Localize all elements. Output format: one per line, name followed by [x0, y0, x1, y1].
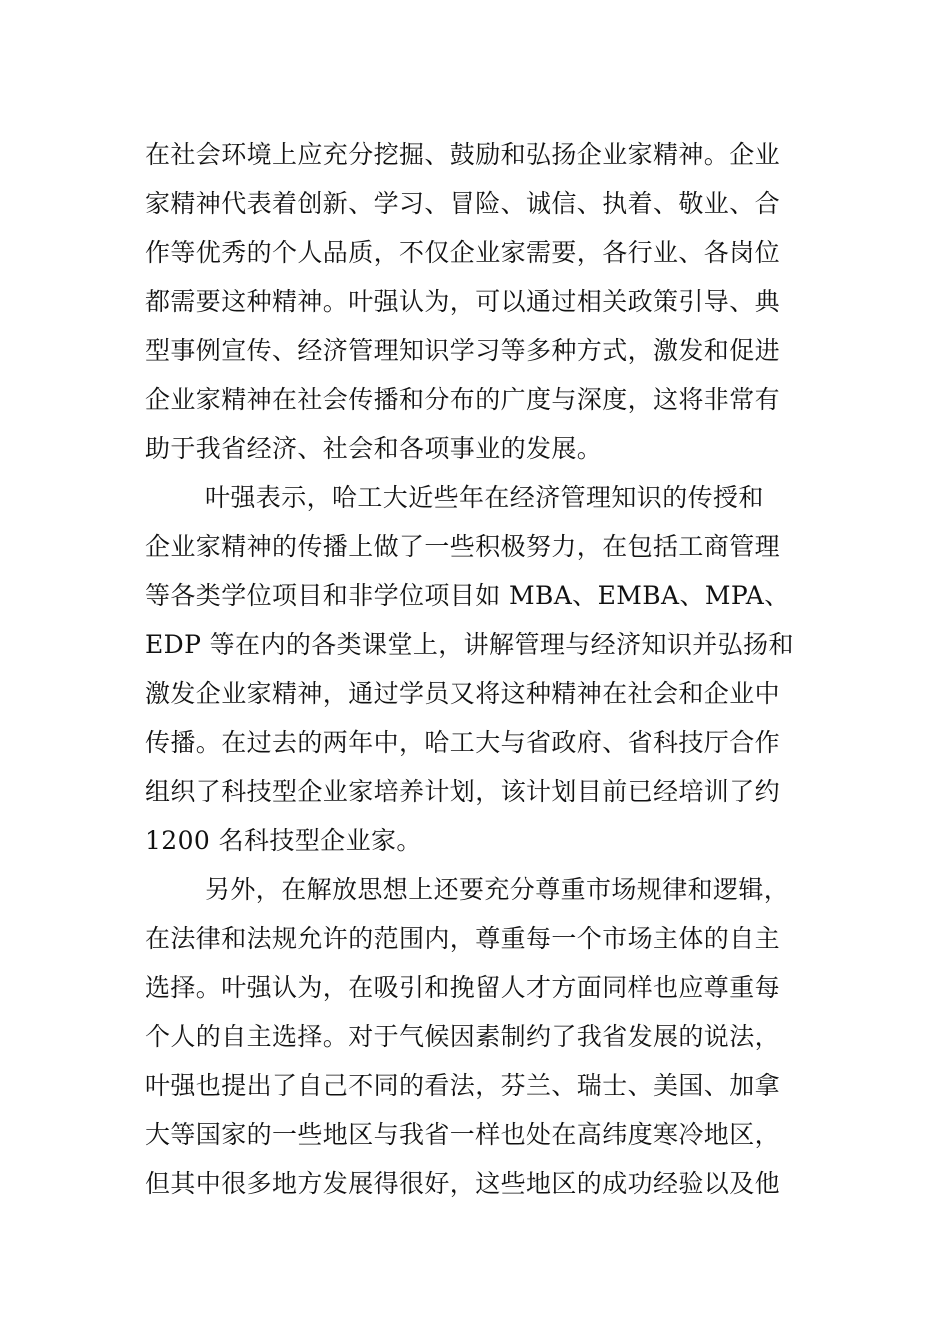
text-line: 大等国家的一些地区与我省一样也处在高纬度寒冷地区，: [145, 1120, 781, 1149]
text-line: 等各类学位项目和非学位项目如 MBA、EMBA、MPA、: [145, 581, 790, 610]
text-line: 企业家精神在社会传播和分布的广度与深度，这将非常有: [145, 385, 781, 414]
text-line: 作等优秀的个人品质，不仅企业家需要，各行业、各岗位: [145, 238, 781, 267]
text-line: 叶强也提出了自己不同的看法，芬兰、瑞士、美国、加拿: [145, 1071, 781, 1100]
text-line: 但其中很多地方发展得很好，这些地区的成功经验以及他: [145, 1169, 781, 1198]
text-line: 激发企业家精神，通过学员又将这种精神在社会和企业中: [145, 679, 781, 708]
paragraph-2: [145, 473, 825, 865]
text-line: 传播。在过去的两年中，哈工大与省政府、省科技厅合作: [145, 728, 781, 757]
paragraph-3: [145, 865, 825, 1208]
text-line: 助于我省经济、社会和各项事业的发展。: [145, 434, 603, 463]
text-line: EDP 等在内的各类课堂上，讲解管理与经济知识并弘扬和: [145, 630, 794, 659]
text-line: 家精神代表着创新、学习、冒险、诚信、执着、敬业、合: [145, 189, 781, 218]
text-line: 型事例宣传、经济管理知识学习等多种方式，激发和促进: [145, 336, 781, 365]
text-line: 在社会环境上应充分挖掘、鼓励和弘扬企业家精神。企业: [145, 140, 781, 169]
text-line: 个人的自主选择。对于气候因素制约了我省发展的说法，: [145, 1022, 781, 1051]
text-line: 另外，在解放思想上还要充分尊重市场规律和逻辑，: [205, 875, 790, 904]
text-line: 在法律和法规允许的范围内，尊重每一个市场主体的自主: [145, 924, 781, 953]
text-line: 叶强表示，哈工大近些年在经济管理知识的传授和: [205, 483, 764, 512]
document-body: [145, 130, 825, 1208]
text-line: 组织了科技型企业家培养计划，该计划目前已经培训了约: [145, 777, 781, 806]
paragraph-1: [145, 130, 825, 473]
text-line: 选择。叶强认为，在吸引和挽留人才方面同样也应尊重每: [145, 973, 781, 1002]
text-line: 都需要这种精神。叶强认为，可以通过相关政策引导、典: [145, 287, 781, 316]
text-line: 1200 名科技型企业家。: [145, 826, 422, 855]
text-line: 企业家精神的传播上做了一些积极努力，在包括工商管理: [145, 532, 781, 561]
